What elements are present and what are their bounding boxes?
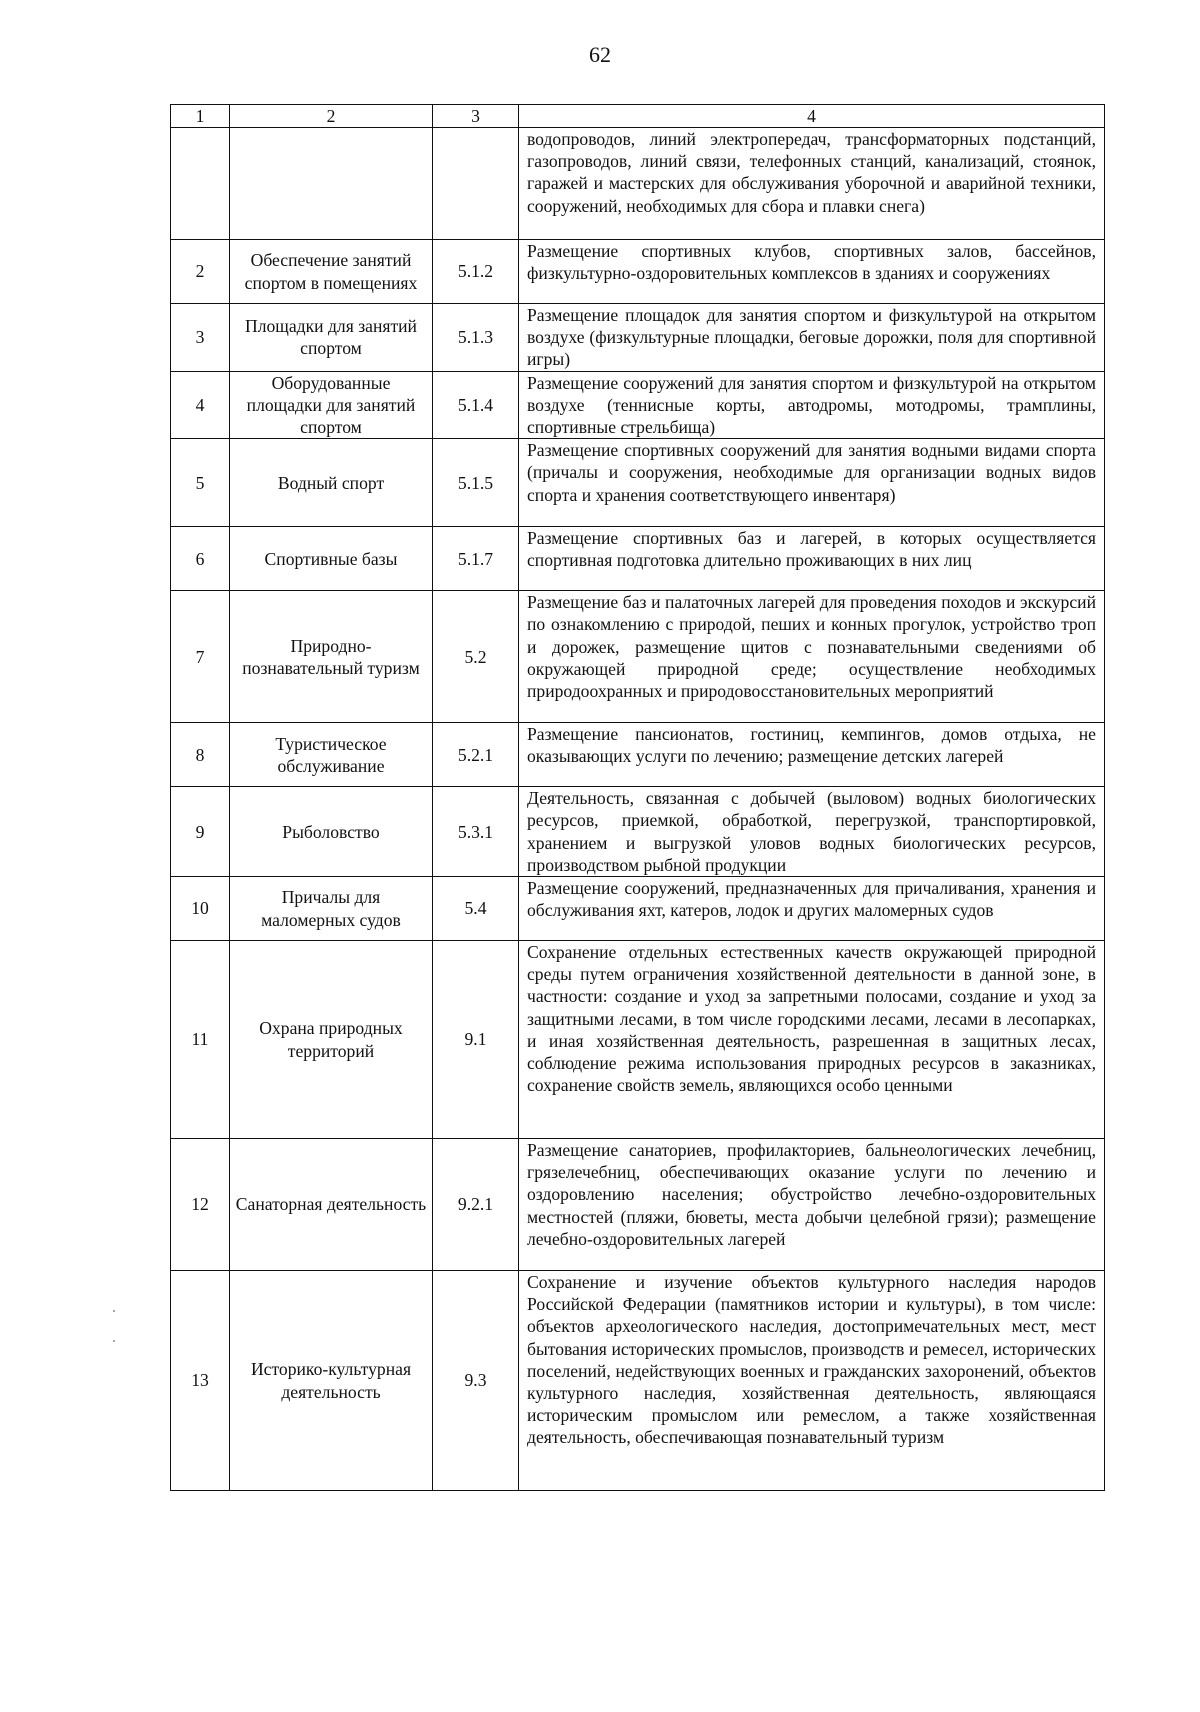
row-description: Размещение спортивных клубов, спортивных залов, бассейнов, физкультурно-оздоровительных комплексов в зданиях и сооружениях — [519, 240, 1105, 304]
row-description: Размещение санаториев, профилакториев, бальнеологических лечебниц, грязелечебниц, обеспечивающих оказание услуги по лечению и оздоровлению населения; обустройство лечебно-оздоровительных местностей (пляжи, бюветы, места добычи целебной грязи); размещение лечебно-оздоровительных лагерей — [519, 1139, 1105, 1271]
row-description: Размещение площадок для занятия спортом и физкультурой на открытом воздухе (физкультурные площадки, беговые дорожки, поля для спортивной игры) — [519, 304, 1105, 372]
row-description: Размещение сооружений, предназначенных для причаливания, хранения и обслуживания яхт, катеров, лодок и других маломерных судов — [519, 877, 1105, 941]
table-row — [171, 1139, 1105, 1271]
table-row — [171, 527, 1105, 591]
table-row — [171, 128, 1105, 240]
row-use-code — [433, 128, 519, 240]
row-number — [171, 128, 230, 240]
table-row — [171, 240, 1105, 304]
table-row — [171, 787, 1105, 877]
header-cell: 1 — [171, 105, 230, 128]
land-use-table — [170, 104, 1105, 1491]
row-number: 8 — [171, 723, 230, 787]
row-use-code: 9.1 — [433, 941, 519, 1139]
row-use-code: 5.2 — [433, 591, 519, 723]
row-use-name: Спортивные базы — [230, 527, 433, 591]
table-row — [171, 941, 1105, 1139]
row-use-name: Водный спорт — [230, 439, 433, 527]
row-number: 7 — [171, 591, 230, 723]
row-use-name: Оборудованные площадки для занятий спортом — [230, 371, 433, 439]
row-use-code: 9.3 — [433, 1271, 519, 1491]
row-description: Сохранение отдельных естественных качеств окружающей природной среды путем ограничения хозяйственной деятельности в данной зоне, в частности: создание и уход за запретными полосами, создание и уход за защитными лесами, в том числе городскими лесами, лесами в лесопарках, и иная хозяйственная деятельность, разрешенная в защитных лесах, соблюдение режима использования природных ресурсов в заказниках, сохранение свойств земель, являющихся особо ценными — [519, 941, 1105, 1139]
row-description: Размещение баз и палаточных лагерей для проведения походов и экскурсий по ознакомлению с природой, пеших и конных прогулок, устройство троп и дорожек, размещение щитов с познавательными сведениями об окружающей природной среде; осуществление необходимых природоохранных и природовосстановительных мероприятий — [519, 591, 1105, 723]
row-number: 3 — [171, 304, 230, 372]
row-number: 9 — [171, 787, 230, 877]
row-use-name: Обеспечение занятий спортом в помещениях — [230, 240, 433, 304]
header-cell: 3 — [433, 105, 519, 128]
row-use-code: 5.2.1 — [433, 723, 519, 787]
header-cell: 2 — [230, 105, 433, 128]
page-number: 62 — [589, 42, 611, 67]
row-number: 11 — [171, 941, 230, 1139]
row-number: 12 — [171, 1139, 230, 1271]
row-number: 5 — [171, 439, 230, 527]
header-cell: 4 — [519, 105, 1105, 128]
row-use-name: Природно-познавательный туризм — [230, 591, 433, 723]
table-row — [171, 439, 1105, 527]
row-number: 4 — [171, 371, 230, 439]
table-row — [171, 877, 1105, 941]
row-description: Размещение спортивных баз и лагерей, в которых осуществляется спортивная подготовка длительно проживающих в них лиц — [519, 527, 1105, 591]
row-use-code: 5.1.2 — [433, 240, 519, 304]
row-use-code: 5.3.1 — [433, 787, 519, 877]
table-row — [171, 723, 1105, 787]
row-description: Размещение пансионатов, гостиниц, кемпингов, домов отдыха, не оказывающих услуги по лечению; размещение детских лагерей — [519, 723, 1105, 787]
row-use-code: 5.1.5 — [433, 439, 519, 527]
row-number: 6 — [171, 527, 230, 591]
scan-artifact-dot — [113, 1310, 115, 1312]
row-use-code: 9.2.1 — [433, 1139, 519, 1271]
row-use-name: Причалы для маломерных судов — [230, 877, 433, 941]
table-row — [171, 1271, 1105, 1491]
table-body — [171, 128, 1105, 1491]
row-description: Размещение сооружений для занятия спортом и физкультурой на открытом воздухе (теннисные корты, автодромы, мотодромы, трамплины, спортивные стрельбища) — [519, 371, 1105, 439]
row-use-name: Санаторная деятельность — [230, 1139, 433, 1271]
scan-artifact-dot — [113, 1340, 115, 1342]
row-use-name: Охрана природных территорий — [230, 941, 433, 1139]
row-description: Деятельность, связанная с добычей (выловом) водных биологических ресурсов, приемкой, обработкой, перегрузкой, транспортировкой, хранением и выгрузкой уловов водных биологических ресурсов, производством рыбной продукции — [519, 787, 1105, 877]
row-use-code: 5.1.3 — [433, 304, 519, 372]
table-row — [171, 591, 1105, 723]
row-description: Сохранение и изучение объектов культурного наследия народов Российской Федерации (памятников истории и культуры), в том числе: объектов археологического наследия, достопримечательных мест, мест бытования исторических промыслов, производств и ремесел, исторических поселений, недействующих военных и гражданских захоронений, объектов культурного наследия, хозяйственная деятельность, являющаяся историческим промыслом или ремеслом, а также хозяйственная деятельность, обеспечивающая познавательный туризм — [519, 1271, 1105, 1491]
row-description: водопроводов, линий электропередач, трансформаторных подстанций, газопроводов, линий связи, телефонных станций, канализаций, стоянок, гаражей и мастерских для обслуживания уборочной и аварийной техники, сооружений, необходимых для сбора и плавки снега) — [519, 128, 1105, 240]
row-use-name: Историко-культурная деятельность — [230, 1271, 433, 1491]
row-number: 13 — [171, 1271, 230, 1491]
row-use-code: 5.4 — [433, 877, 519, 941]
table-row — [171, 304, 1105, 372]
row-use-name: Рыболовство — [230, 787, 433, 877]
row-number: 2 — [171, 240, 230, 304]
row-use-code: 5.1.4 — [433, 371, 519, 439]
row-use-code: 5.1.7 — [433, 527, 519, 591]
row-use-name — [230, 128, 433, 240]
row-number: 10 — [171, 877, 230, 941]
row-use-name: Площадки для занятий спортом — [230, 304, 433, 372]
row-description: Размещение спортивных сооружений для занятия водными видами спорта (причалы и сооружения, необходимые для организации водных видов спорта и хранения соответствующего инвентаря) — [519, 439, 1105, 527]
row-use-name: Туристическое обслуживание — [230, 723, 433, 787]
table-row — [171, 371, 1105, 439]
table-header-row — [171, 105, 1105, 128]
